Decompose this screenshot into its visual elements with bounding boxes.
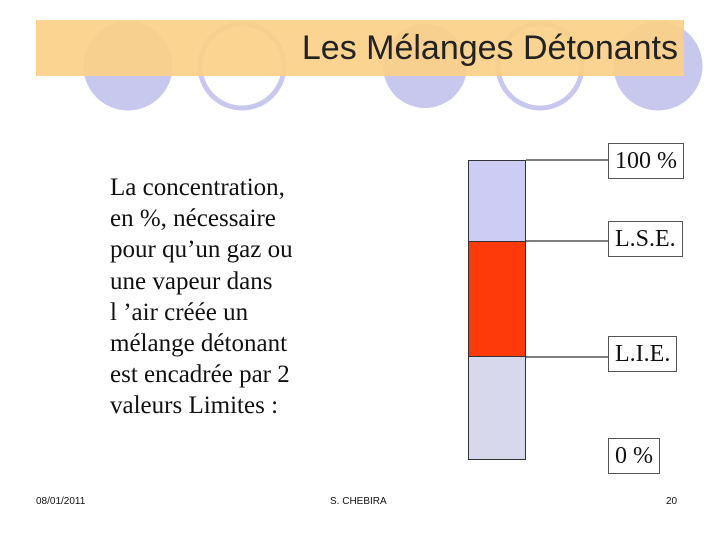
footer-date: 08/01/2011	[36, 496, 86, 507]
label-100-percent: 100 %	[608, 143, 684, 179]
slide-body-text: La concentration, en %, nécessaire pour qu’un gaz ou une vapeur dans l ’air créée un mélange détonant est encadrée par 2 valeurs Limites :	[110, 174, 293, 420]
footer-page-number: 20	[666, 496, 678, 507]
label-lie: L.I.E.	[608, 336, 677, 372]
slide-title: Les Mélanges Détonants	[301, 29, 678, 67]
scale-band-top	[468, 160, 526, 242]
label-lse: L.S.E.	[608, 221, 683, 257]
footer-author: S. CHEBIRA	[330, 496, 387, 507]
scale-band-middle	[468, 241, 526, 357]
scale-band-bottom	[468, 356, 526, 460]
label-0-percent: 0 %	[608, 438, 660, 474]
